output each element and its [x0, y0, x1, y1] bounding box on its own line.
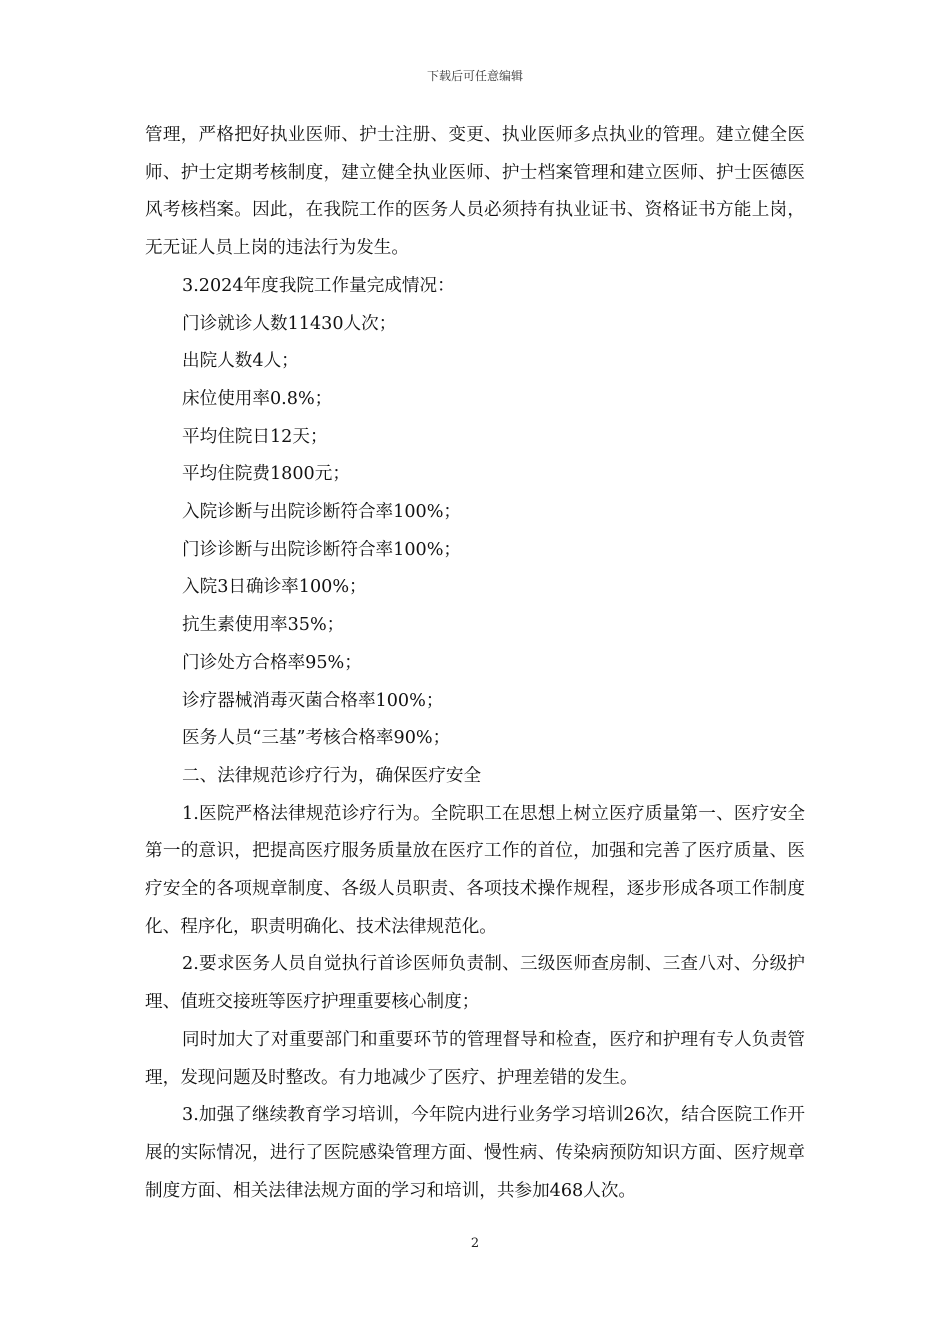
page-header: 下载后可任意编辑	[426, 69, 523, 83]
list-item-bed-usage: 床位使用率0.8%；	[182, 388, 333, 409]
list-item-avg-stay: 平均住院日12天；	[182, 426, 328, 447]
list-item-3day-diagnosis: 入院3日确诊率100%；	[182, 577, 367, 598]
document-body	[145, 117, 805, 1210]
list-item-prescription: 门诊处方合格率95%；	[182, 652, 362, 673]
list-item-sterilization: 诊疗器械消毒灭菌合格率100%；	[182, 690, 444, 711]
list-item-avg-cost: 平均住院费1800元；	[182, 464, 350, 485]
list-item-antibiotics: 抗生素使用率35%；	[182, 615, 345, 636]
list-item-three-basics: 医务人员“三基”考核合格率90%；	[182, 728, 451, 749]
paragraph-training: 3.加强了继续教育学习培训，今年院内进行业务学习培训26次，结合医院工作开展的实际情况，进行了医院感染管理方面、慢性病、传染病预防知识方面、医疗规章制度方面、相关法律法规方面的学习和培训，共参加468人次。	[145, 1105, 805, 1201]
list-item-outpatient: 门诊就诊人数11430人次；	[182, 313, 397, 334]
paragraph-workload-heading: 3.2024年度我院工作量完成情况：	[182, 275, 455, 296]
list-item-admission-diagnosis: 入院诊断与出院诊断符合率100%；	[182, 502, 462, 523]
paragraph-legal-2: 2.要求医务人员自觉执行首诊医师负责制、三级医师查房制、三查八对、分级护理、值班交接班等医疗护理重要核心制度；	[145, 954, 805, 1013]
list-item-outpatient-diagnosis: 门诊诊断与出院诊断符合率100%；	[182, 539, 462, 560]
paragraph-supervision: 同时加大了对重要部门和重要环节的管理督导和检查，医疗和护理有专人负责管理，发现问题及时整改。有力地减少了医疗、护理差错的发生。	[145, 1029, 805, 1088]
paragraph-legal-1: 1.医院严格法律规范诊疗行为。全院职工在思想上树立医疗质量第一、医疗安全第一的意识，把提高医疗服务质量放在医疗工作的首位，加强和完善了医疗质量、医疗安全的各项规章制度、各级人员职责、各项技术操作规程，逐步形成各项工作制度化、程序化，职责明确化、技术法律规范化。	[145, 803, 805, 937]
section-heading-legal: 二、法律规范诊疗行为，确保医疗安全	[182, 765, 482, 786]
page-number: 2	[470, 1236, 480, 1251]
list-item-discharged: 出院人数4人；	[182, 351, 299, 372]
paragraph-management: 管理，严格把好执业医师、护士注册、变更、执业医师多点执业的管理。建立健全医师、护士定期考核制度，建立健全执业医师、护士档案管理和建立医师、护士医德医风考核档案。因此，在我院工作的医务人员必须持有执业证书、资格证书方能上岗，无无证人员上岗的违法行为发生。	[145, 125, 805, 259]
